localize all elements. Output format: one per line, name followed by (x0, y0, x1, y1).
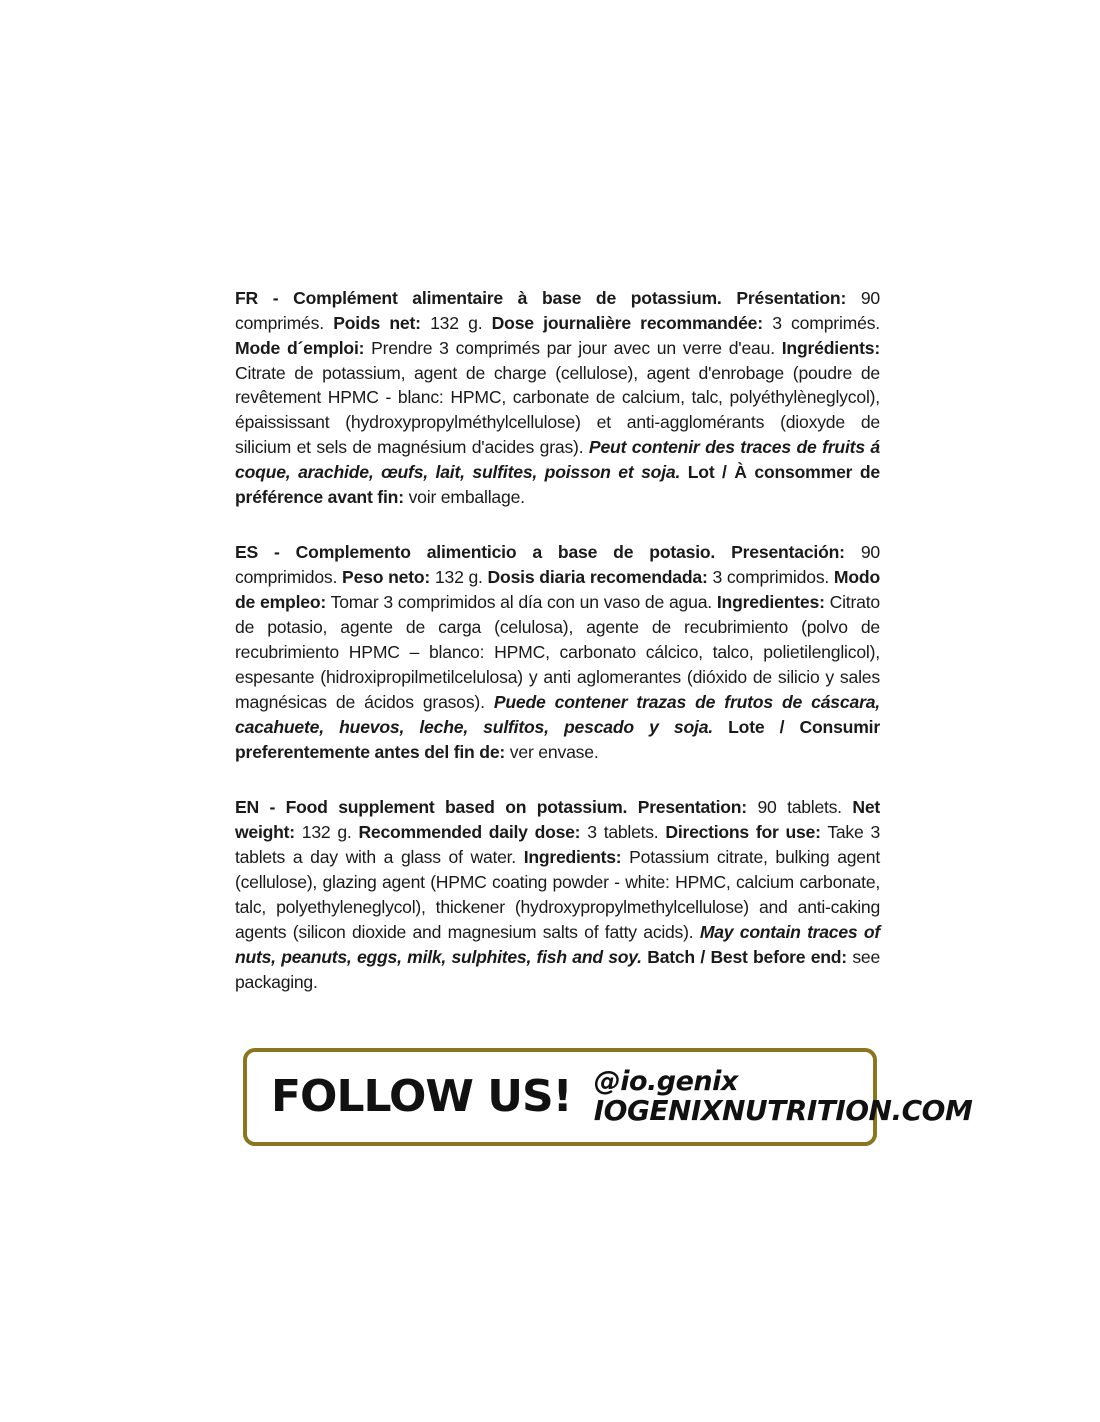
fr-daily-dose-value: 3 comprimés. (762, 312, 880, 333)
fr-daily-dose-label: Dose journalière recommandée: (491, 312, 763, 333)
label-text-panel (235, 268, 880, 995)
en-ingredients-value: Potassium citrate, bulking agent (cellulose), glazing agent (HPMC coating powder - white: HPMC, calcium carbonate, talc, polyethyleneglycol), thickener (hydroxypropylmethylcellulose) and anti-caking agents (silicon dioxide and magnesium salts of fatty acids). (235, 846, 880, 942)
es-batch-label: Lote / Consumir preferentemente antes del fin de: (235, 717, 880, 763)
fr-ingredients-label: Ingrédients: (781, 337, 881, 358)
es-directions-label: Modo de empleo: (235, 567, 881, 613)
en-directions-label: Directions for use: (665, 822, 821, 842)
es-ingredients-value: Citrato de potasio, agente de carga (celulosa), agente de recubrimiento (polvo de recubrimiento HPMC – blanco: HPMC, carbonato cálcico, talco, polietilenglicol), espesante (hidroxipropilmetilcelulosa) y anti aglomerantes (dióxido de silicio y sales magnésicas de ácidos grasos). (235, 592, 881, 713)
es-allergen-statement: Puede contener trazas de frutos de cáscara, cacahuete, huevos, leche, sulfitos, pescado y soja. (235, 692, 880, 738)
en-net-weight-value: 132 g. (294, 822, 359, 842)
en-daily-dose-label: Recommended daily dose: (358, 822, 581, 842)
en-presentation-label: Presentation: (637, 797, 747, 818)
en-presentation-value: 90 tablets. (746, 797, 853, 818)
en-directions-value: Take 3 tablets a day with a glass of water. (235, 822, 880, 867)
fr-net-weight-value: 132 g. (420, 312, 492, 333)
es-net-weight-label: Peso neto: (342, 567, 431, 588)
en-ingredients-label: Ingredients: (523, 846, 622, 867)
ingredients-block-es (235, 540, 880, 765)
follow-us-banner (243, 1048, 973, 1146)
es-batch-value: ver envase. (505, 742, 599, 763)
es-presentation-value: 90 comprimidos. (235, 542, 880, 588)
fr-language-prefix: FR - Complément alimentaire à base de potassium. (235, 287, 722, 308)
website-url: IOGENIXNUTRITION.COM (593, 1094, 973, 1128)
social-info (594, 1068, 973, 1126)
es-daily-dose-value: 3 comprimidos. (707, 567, 834, 588)
ingredients-block-fr (235, 286, 880, 511)
en-language-prefix: EN - Food supplement based on potassium. (235, 797, 628, 818)
fr-presentation-label: Présentation: (736, 287, 847, 308)
fr-presentation-value: 90 comprimés. (235, 287, 880, 333)
es-directions-value: Tomar 3 comprimidos al día con un vaso de agua. (326, 592, 717, 613)
fr-directions-label: Mode d´emploi: (235, 337, 365, 358)
es-daily-dose-label: Dosis diaria recomendada: (487, 567, 708, 588)
fr-batch-label: Lot / À consommer de préférence avant fin: (235, 462, 881, 508)
es-ingredients-label: Ingredientes: (716, 592, 825, 613)
en-daily-dose-value: 3 tablets. (580, 822, 666, 842)
en-batch-label: Batch / Best before end: (641, 946, 847, 967)
fr-directions-value: Prendre 3 comprimés par jour avec un verre d'eau. (364, 337, 782, 358)
fr-net-weight-label: Poids net: (333, 312, 421, 333)
es-language-prefix: ES - Complemento alimenticio a base de potasio. (235, 542, 716, 563)
follow-us-heading: FOLLOW US! (271, 1071, 572, 1122)
es-net-weight-value: 132 g. (430, 567, 488, 588)
es-presentation-label: Presentación: (731, 542, 845, 563)
fr-batch-value: voir emballage. (403, 487, 525, 508)
ingredients-block-en (235, 795, 880, 995)
en-allergen-statement: May contain traces of nuts, peanuts, eggs, milk, sulphites, fish and soy. (235, 921, 880, 967)
fr-allergen-statement: Peut contenir des traces de fruits á coque, arachide, œufs, lait, sulfites, poisson et soja. (235, 437, 880, 483)
en-net-weight-label: Net weight: (235, 797, 880, 842)
instagram-handle: @io.genix (593, 1066, 738, 1098)
en-batch-value: see packaging. (235, 946, 880, 992)
fr-ingredients-value: Citrate de potassium, agent de charge (cellulose), agent d'enrobage (poudre de revêtement HPMC ‑ blanc: HPMC, carbonate de calcium, talc, polyéthylèneglycol), épaississant (hydroxypropylméthylcellulose) et anti‑agglomérants (dioxyde de silicium et sels de magnésium d'acides gras). (235, 362, 880, 458)
